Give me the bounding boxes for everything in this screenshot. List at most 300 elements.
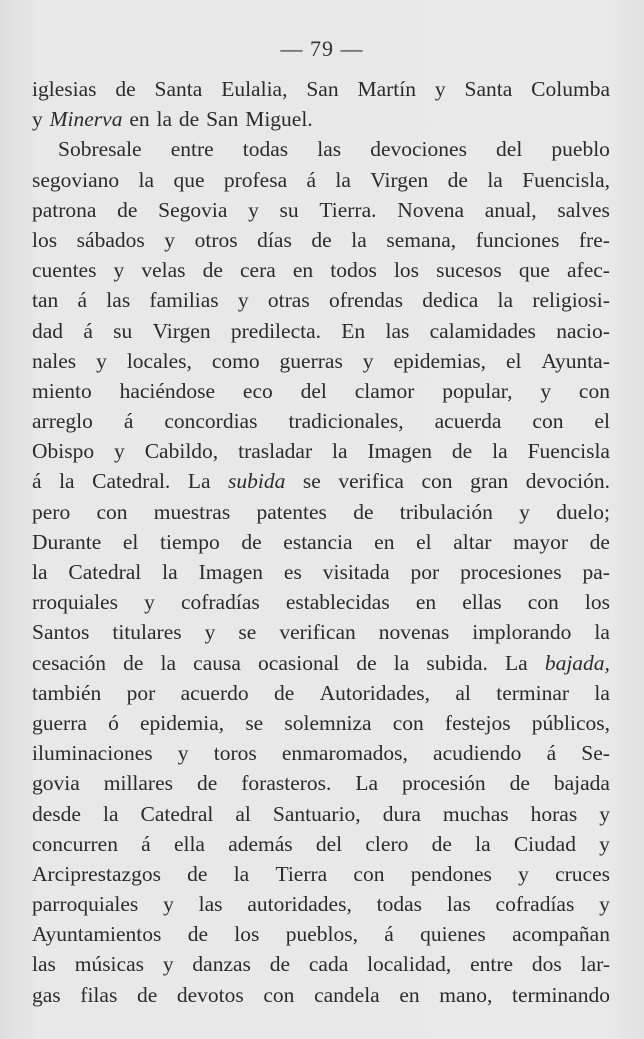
word: duelo; bbox=[556, 499, 610, 524]
word: y bbox=[518, 861, 529, 886]
word: enmaromados, bbox=[281, 741, 408, 766]
word: novenas bbox=[378, 620, 450, 645]
word: la bbox=[497, 288, 514, 313]
word: Ayuntamientos bbox=[32, 922, 162, 947]
word: los bbox=[234, 922, 260, 947]
word: con bbox=[527, 590, 559, 615]
word: la bbox=[393, 650, 410, 675]
word: dedica bbox=[422, 288, 479, 313]
word: de bbox=[136, 982, 158, 1007]
word: Obispo bbox=[32, 439, 95, 464]
word: es bbox=[283, 560, 302, 584]
word: con bbox=[421, 469, 453, 494]
word: y bbox=[32, 107, 43, 132]
word: altar bbox=[453, 529, 492, 554]
text-line bbox=[32, 617, 610, 647]
word: de bbox=[123, 650, 144, 675]
word: los bbox=[584, 590, 610, 615]
word: músicas bbox=[74, 952, 144, 977]
word: patrona bbox=[32, 197, 97, 222]
word: al bbox=[235, 801, 251, 826]
text-line bbox=[32, 859, 610, 889]
text-line bbox=[32, 195, 610, 225]
text-line bbox=[32, 316, 610, 346]
word: dura bbox=[382, 801, 421, 826]
word: la bbox=[594, 680, 610, 705]
text-line bbox=[32, 104, 610, 134]
word: de bbox=[447, 167, 468, 192]
word: funciones bbox=[475, 227, 560, 252]
word: gran bbox=[470, 469, 509, 494]
word: predilecta. bbox=[230, 318, 322, 343]
word: quienes bbox=[420, 922, 486, 947]
word: bajada bbox=[553, 771, 610, 796]
word: tribulación bbox=[399, 499, 493, 524]
word: govia bbox=[32, 771, 80, 796]
word: se bbox=[245, 710, 264, 735]
text-line bbox=[32, 346, 610, 376]
word: su bbox=[279, 197, 299, 222]
word: clero bbox=[365, 831, 409, 856]
word: con bbox=[263, 982, 295, 1007]
word: causa bbox=[193, 650, 241, 675]
word: concurren bbox=[32, 831, 118, 856]
word: cada bbox=[308, 952, 349, 977]
word: visitada bbox=[322, 560, 390, 584]
word: de bbox=[241, 529, 262, 554]
text-line bbox=[32, 406, 610, 436]
word: públicos, bbox=[531, 710, 610, 735]
word: de bbox=[311, 227, 332, 252]
word: Imagen bbox=[367, 439, 432, 464]
word: Novena bbox=[397, 197, 465, 222]
word: familias bbox=[149, 288, 219, 313]
word: y bbox=[204, 620, 216, 645]
text-line bbox=[32, 829, 610, 859]
text-line bbox=[32, 225, 610, 255]
word: de bbox=[509, 771, 530, 796]
word: implorando bbox=[472, 620, 572, 645]
word: Segovia bbox=[158, 197, 228, 222]
word: rroquiales bbox=[32, 590, 118, 615]
word: ofrendas bbox=[328, 288, 403, 313]
word: y bbox=[237, 288, 249, 313]
word: nacio- bbox=[556, 318, 610, 343]
text-line bbox=[32, 768, 610, 798]
word: cofradías bbox=[495, 892, 575, 917]
word: candela bbox=[314, 982, 380, 1007]
word: epidemias, bbox=[393, 348, 486, 373]
word: la bbox=[492, 439, 508, 464]
word: á bbox=[77, 288, 88, 313]
word: y bbox=[540, 378, 552, 403]
word: estancia bbox=[283, 529, 353, 554]
word: la bbox=[332, 439, 348, 464]
word: titulares bbox=[112, 620, 182, 645]
word: á bbox=[306, 167, 317, 192]
word: la bbox=[475, 831, 491, 856]
text-line bbox=[32, 255, 610, 285]
word: segoviano bbox=[32, 167, 120, 192]
word: todas bbox=[242, 137, 289, 162]
word: la bbox=[594, 620, 610, 645]
word: dad bbox=[32, 318, 64, 343]
word: las bbox=[198, 892, 223, 917]
word: Santa bbox=[464, 77, 513, 101]
word: de bbox=[451, 439, 473, 464]
word: á bbox=[83, 318, 93, 343]
word: mayor bbox=[513, 529, 569, 554]
word: ella bbox=[173, 831, 205, 856]
word: subida bbox=[228, 469, 286, 494]
word: semana, bbox=[386, 227, 457, 252]
word: la bbox=[59, 469, 75, 494]
word: gas bbox=[32, 982, 61, 1007]
word: Autoridades, bbox=[319, 680, 431, 705]
word: otros bbox=[194, 227, 238, 252]
text-line bbox=[32, 165, 610, 195]
word: con bbox=[578, 378, 610, 403]
word: y bbox=[162, 952, 174, 977]
word: y bbox=[362, 348, 374, 373]
word: y bbox=[248, 197, 259, 222]
word: al bbox=[455, 680, 471, 705]
word: pueblos, bbox=[285, 922, 358, 947]
text-line bbox=[32, 497, 610, 527]
word: Durante bbox=[32, 529, 102, 554]
word: Virgen bbox=[152, 318, 211, 343]
word: días bbox=[257, 227, 292, 252]
word: los bbox=[393, 258, 420, 283]
word: todas bbox=[376, 892, 423, 917]
word: arreglo bbox=[32, 409, 93, 434]
word: la bbox=[335, 167, 351, 192]
word: el bbox=[594, 409, 610, 434]
text-line bbox=[32, 557, 610, 587]
word: religiosi- bbox=[532, 288, 610, 313]
word: en bbox=[399, 982, 420, 1007]
word: profesa bbox=[223, 167, 288, 192]
word: Martín bbox=[357, 77, 416, 101]
word: Cabildo, bbox=[144, 439, 219, 464]
word: por bbox=[410, 560, 440, 584]
word: toros bbox=[213, 741, 257, 766]
word: con bbox=[392, 710, 424, 735]
word: La bbox=[355, 771, 379, 796]
word: guerra bbox=[32, 710, 87, 735]
word: y bbox=[96, 348, 107, 373]
word: horas bbox=[530, 801, 578, 826]
word: miento bbox=[32, 378, 92, 403]
word: y bbox=[599, 801, 610, 826]
word: Minerva bbox=[49, 107, 123, 132]
word: en bbox=[374, 529, 395, 554]
word: de bbox=[431, 831, 452, 856]
word: Sobresale bbox=[58, 137, 142, 162]
word: su bbox=[113, 318, 133, 343]
word: de bbox=[187, 922, 208, 947]
word: verifica bbox=[338, 469, 404, 494]
word: solemniza bbox=[284, 710, 372, 735]
word: que bbox=[518, 258, 550, 283]
word: verifican bbox=[279, 620, 356, 645]
word: cofradías bbox=[180, 590, 260, 615]
text-line bbox=[32, 678, 610, 708]
word: á bbox=[32, 469, 42, 494]
word: Fuencisla, bbox=[522, 167, 610, 192]
word: la bbox=[162, 560, 178, 584]
word: las bbox=[385, 318, 410, 343]
word: mano, bbox=[439, 982, 493, 1007]
word: la bbox=[32, 560, 48, 584]
word: que bbox=[173, 167, 205, 192]
word: tradicionales, bbox=[288, 409, 404, 434]
word: Imagen bbox=[198, 560, 264, 584]
text-line bbox=[32, 134, 610, 164]
word: ellas bbox=[462, 590, 502, 615]
word: los bbox=[32, 227, 58, 252]
word: de bbox=[356, 650, 377, 675]
word: La bbox=[187, 469, 211, 494]
page-number: — 79 — bbox=[280, 36, 364, 61]
word: de bbox=[202, 258, 223, 283]
word: á bbox=[546, 741, 557, 766]
word: devoción. bbox=[525, 469, 610, 494]
text-line bbox=[32, 285, 610, 315]
word: parroquiales bbox=[32, 892, 139, 917]
word: San bbox=[306, 77, 339, 101]
word: procesiones bbox=[460, 560, 562, 584]
word: y bbox=[164, 227, 176, 252]
word: la bbox=[102, 801, 119, 826]
word: establecidas bbox=[285, 590, 390, 615]
word: cuentes bbox=[32, 258, 97, 283]
word: sucesos bbox=[436, 258, 502, 283]
word: acudiendo bbox=[433, 741, 522, 766]
word: de bbox=[178, 107, 200, 132]
word: pueblo bbox=[551, 137, 610, 162]
word: Ciudad bbox=[513, 831, 576, 856]
word: fre- bbox=[578, 227, 610, 252]
word: Se- bbox=[581, 741, 610, 766]
word: acuerdo bbox=[180, 680, 249, 705]
word: dos bbox=[531, 952, 562, 977]
word: con bbox=[532, 409, 564, 434]
word: desde bbox=[32, 801, 81, 826]
text-line bbox=[32, 527, 610, 557]
word: y bbox=[113, 258, 125, 283]
text-line bbox=[32, 587, 610, 617]
word: otras bbox=[267, 288, 310, 313]
word: En bbox=[341, 318, 366, 343]
word: tan bbox=[32, 288, 59, 313]
word: Arciprestazgos bbox=[32, 861, 161, 886]
word: forasteros. bbox=[241, 771, 332, 796]
word: locales, bbox=[126, 348, 192, 373]
text-line bbox=[32, 376, 610, 406]
word: cesación bbox=[32, 650, 107, 675]
word: y bbox=[599, 831, 610, 856]
word: á bbox=[384, 922, 394, 947]
word: Catedral bbox=[140, 801, 214, 826]
word: ocasional bbox=[258, 650, 340, 675]
word: salves bbox=[557, 197, 610, 222]
word: popular, bbox=[442, 378, 513, 403]
word: cera bbox=[240, 258, 276, 283]
word: el bbox=[416, 529, 432, 554]
word: patentes bbox=[256, 499, 327, 524]
word: en bbox=[129, 107, 150, 132]
word: de bbox=[589, 529, 610, 554]
word: y bbox=[519, 499, 530, 524]
word: terminando bbox=[512, 982, 610, 1007]
word: de bbox=[196, 771, 218, 796]
word: La bbox=[505, 650, 528, 675]
word: el bbox=[122, 529, 139, 554]
word: las bbox=[317, 137, 342, 162]
word: muestras bbox=[153, 499, 231, 524]
word: en bbox=[415, 590, 437, 615]
word: y bbox=[144, 590, 155, 615]
text-line bbox=[32, 919, 610, 949]
word: con bbox=[353, 861, 385, 886]
word: á bbox=[141, 831, 151, 856]
word: de bbox=[269, 952, 291, 977]
word: Tierra. bbox=[319, 197, 377, 222]
word: Virgen bbox=[370, 167, 429, 192]
word: á bbox=[123, 409, 134, 434]
word: bajada, bbox=[544, 650, 610, 675]
word: guerras bbox=[279, 348, 343, 373]
word: sábados bbox=[76, 227, 145, 252]
word: danzas bbox=[192, 952, 251, 977]
word: la bbox=[487, 167, 503, 192]
word: eco bbox=[242, 378, 273, 403]
word: de bbox=[187, 861, 208, 886]
word: en bbox=[292, 258, 314, 283]
word: velas bbox=[141, 258, 186, 283]
word: terminar bbox=[496, 680, 570, 705]
word: iluminaciones bbox=[32, 741, 153, 766]
word: como bbox=[211, 348, 260, 373]
text-line bbox=[32, 799, 610, 829]
word: Catedral bbox=[68, 560, 142, 584]
word: con bbox=[96, 499, 128, 524]
word: de bbox=[353, 499, 374, 524]
word: Eulalia, bbox=[221, 77, 288, 101]
word: Santuario, bbox=[272, 801, 361, 826]
word: las bbox=[446, 892, 471, 917]
word: Tierra bbox=[275, 861, 328, 886]
word: trasladar bbox=[238, 439, 313, 464]
body-text bbox=[32, 74, 610, 1010]
word: Fuencisla bbox=[527, 439, 610, 464]
word: anual, bbox=[484, 197, 537, 222]
word: las bbox=[106, 288, 131, 313]
word: y bbox=[434, 77, 446, 101]
word: calamidades bbox=[429, 318, 536, 343]
word: devociones bbox=[370, 137, 467, 162]
word: Ayunta- bbox=[541, 348, 610, 373]
word: de bbox=[115, 77, 136, 101]
word: acuerda bbox=[434, 409, 502, 434]
word: acompañan bbox=[512, 922, 610, 947]
word: entre bbox=[470, 952, 514, 977]
word: la bbox=[156, 107, 173, 132]
word: la bbox=[351, 227, 367, 252]
word: filas bbox=[80, 982, 118, 1007]
word: pendones bbox=[410, 861, 492, 886]
text-line bbox=[32, 74, 610, 104]
word: el bbox=[505, 348, 522, 373]
word: haciéndose bbox=[119, 378, 216, 403]
word: de bbox=[273, 680, 295, 705]
word: nales bbox=[32, 348, 77, 373]
word: todos bbox=[330, 258, 377, 283]
word: concordias bbox=[164, 409, 258, 434]
word: se bbox=[302, 469, 321, 494]
word: ó bbox=[108, 710, 119, 735]
word: autoridades, bbox=[247, 892, 352, 917]
word: también bbox=[32, 680, 102, 705]
word: subida. bbox=[426, 650, 488, 675]
word: Santa bbox=[154, 77, 203, 101]
word: la bbox=[138, 167, 155, 192]
word: y bbox=[163, 892, 174, 917]
word: se bbox=[238, 620, 257, 645]
word: procesión bbox=[402, 771, 486, 796]
word: y bbox=[599, 892, 610, 917]
word: la bbox=[233, 861, 250, 886]
word: devotos bbox=[176, 982, 244, 1007]
word: muchas bbox=[442, 801, 509, 826]
word: lar- bbox=[580, 952, 610, 977]
word: pero bbox=[32, 499, 71, 524]
text-line bbox=[32, 436, 610, 466]
word: entre bbox=[170, 137, 214, 162]
word: además bbox=[228, 831, 293, 856]
word: de bbox=[117, 197, 138, 222]
word: San bbox=[206, 107, 239, 132]
word: millares bbox=[103, 771, 174, 796]
word: festejos bbox=[444, 710, 511, 735]
word: tiempo bbox=[160, 529, 220, 554]
word: del bbox=[300, 378, 327, 403]
word: clamor bbox=[354, 378, 415, 403]
word: Santos bbox=[32, 620, 90, 645]
word: del bbox=[496, 137, 523, 162]
word: afec- bbox=[567, 258, 610, 283]
word: y bbox=[177, 741, 189, 766]
word: iglesias bbox=[32, 77, 97, 101]
text-line bbox=[32, 949, 610, 979]
word: y bbox=[114, 439, 125, 464]
word: Columba bbox=[531, 77, 610, 101]
text-line bbox=[32, 889, 610, 919]
word: las bbox=[32, 952, 56, 977]
word: Catedral. bbox=[92, 469, 171, 494]
text-line bbox=[32, 466, 610, 496]
text-line bbox=[32, 708, 610, 738]
text-line bbox=[32, 980, 610, 1010]
text-line bbox=[32, 738, 610, 768]
word: pa- bbox=[582, 560, 610, 584]
word: del bbox=[315, 831, 343, 856]
word: cruces bbox=[555, 861, 610, 886]
word: la bbox=[160, 650, 177, 675]
word: por bbox=[126, 680, 156, 705]
text-line bbox=[32, 648, 610, 678]
